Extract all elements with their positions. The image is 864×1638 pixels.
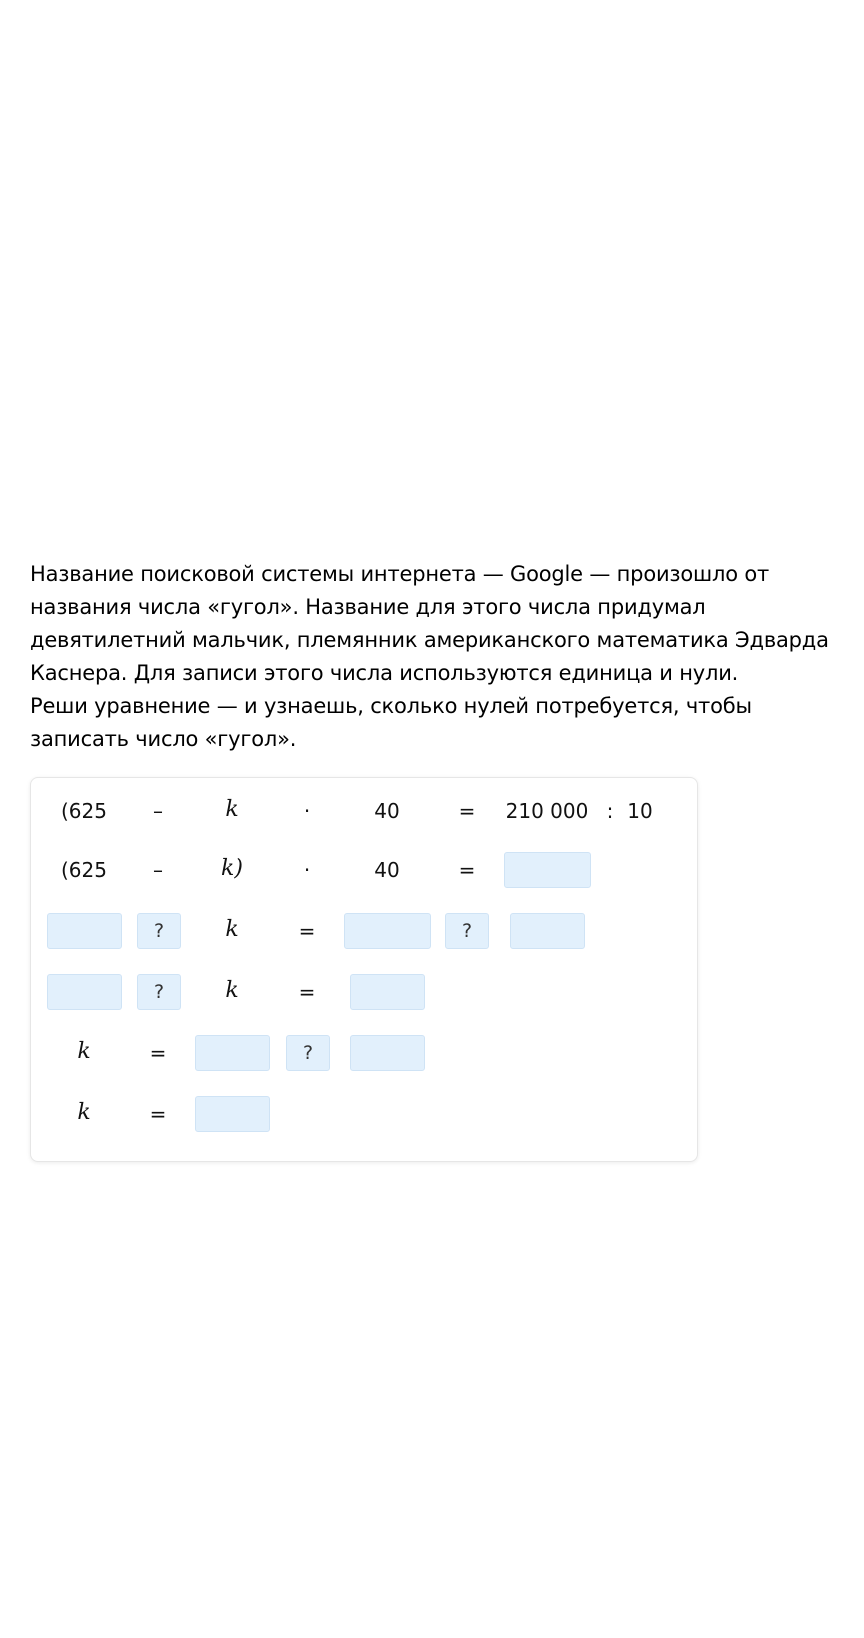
variable-k: k [225, 917, 239, 942]
answer-input-row4-2[interactable] [350, 974, 425, 1010]
task-paragraph-intro: Название поисковой системы интернета — Google — произошло от названия числа «гугол». Название для этого числа придумал девятилетний мальчик, племянник американского математика Эдварда Каснера. Для записи этого числа используются единица и нули. [30, 562, 829, 685]
operator-select-row5-1[interactable]: ? [286, 1035, 330, 1071]
answer-input-row6[interactable] [195, 1096, 270, 1132]
answer-input-row5-2[interactable] [350, 1035, 425, 1071]
multiply-dot: · [303, 858, 311, 882]
answer-input-row5-1[interactable] [195, 1035, 270, 1071]
variable-k: k [77, 1039, 91, 1064]
operator-select-row3-2[interactable]: ? [445, 913, 489, 949]
task-text [30, 558, 840, 756]
equals-sign: = [149, 1102, 167, 1126]
open-paren-number: (625 [61, 858, 107, 882]
rhs-number: 210 000 [505, 799, 589, 823]
variable-k: k [225, 978, 239, 1003]
variable-k-close-paren: k) [221, 856, 243, 881]
variable-k: k [225, 797, 239, 822]
factor-number: 40 [374, 799, 400, 823]
answer-input-row3-3[interactable] [510, 913, 585, 949]
multiply-dot: · [303, 799, 311, 823]
equals-sign: = [298, 919, 316, 943]
answer-input-row3-1[interactable] [47, 913, 122, 949]
answer-input-row3-2[interactable] [344, 913, 431, 949]
minus-sign: – [153, 799, 163, 823]
answer-input-row4-1[interactable] [47, 974, 122, 1010]
variable-k: k [77, 1100, 91, 1125]
minus-sign: – [153, 858, 163, 882]
equals-sign: = [149, 1041, 167, 1065]
task-paragraph-instruction: Реши уравнение — и узнаешь, сколько нулей потребуется, чтобы записать число «гугол». [30, 694, 752, 751]
equation-card [30, 777, 698, 1162]
equals-sign: = [298, 980, 316, 1004]
divide-sign: : [606, 799, 614, 823]
equals-sign: = [458, 799, 476, 823]
operator-select-row3-1[interactable]: ? [137, 913, 181, 949]
operator-select-row4-1[interactable]: ? [137, 974, 181, 1010]
open-paren-number: (625 [61, 799, 107, 823]
factor-number: 40 [374, 858, 400, 882]
divisor-number: 10 [627, 799, 653, 823]
equals-sign: = [458, 858, 476, 882]
answer-input-row2[interactable] [504, 852, 591, 888]
